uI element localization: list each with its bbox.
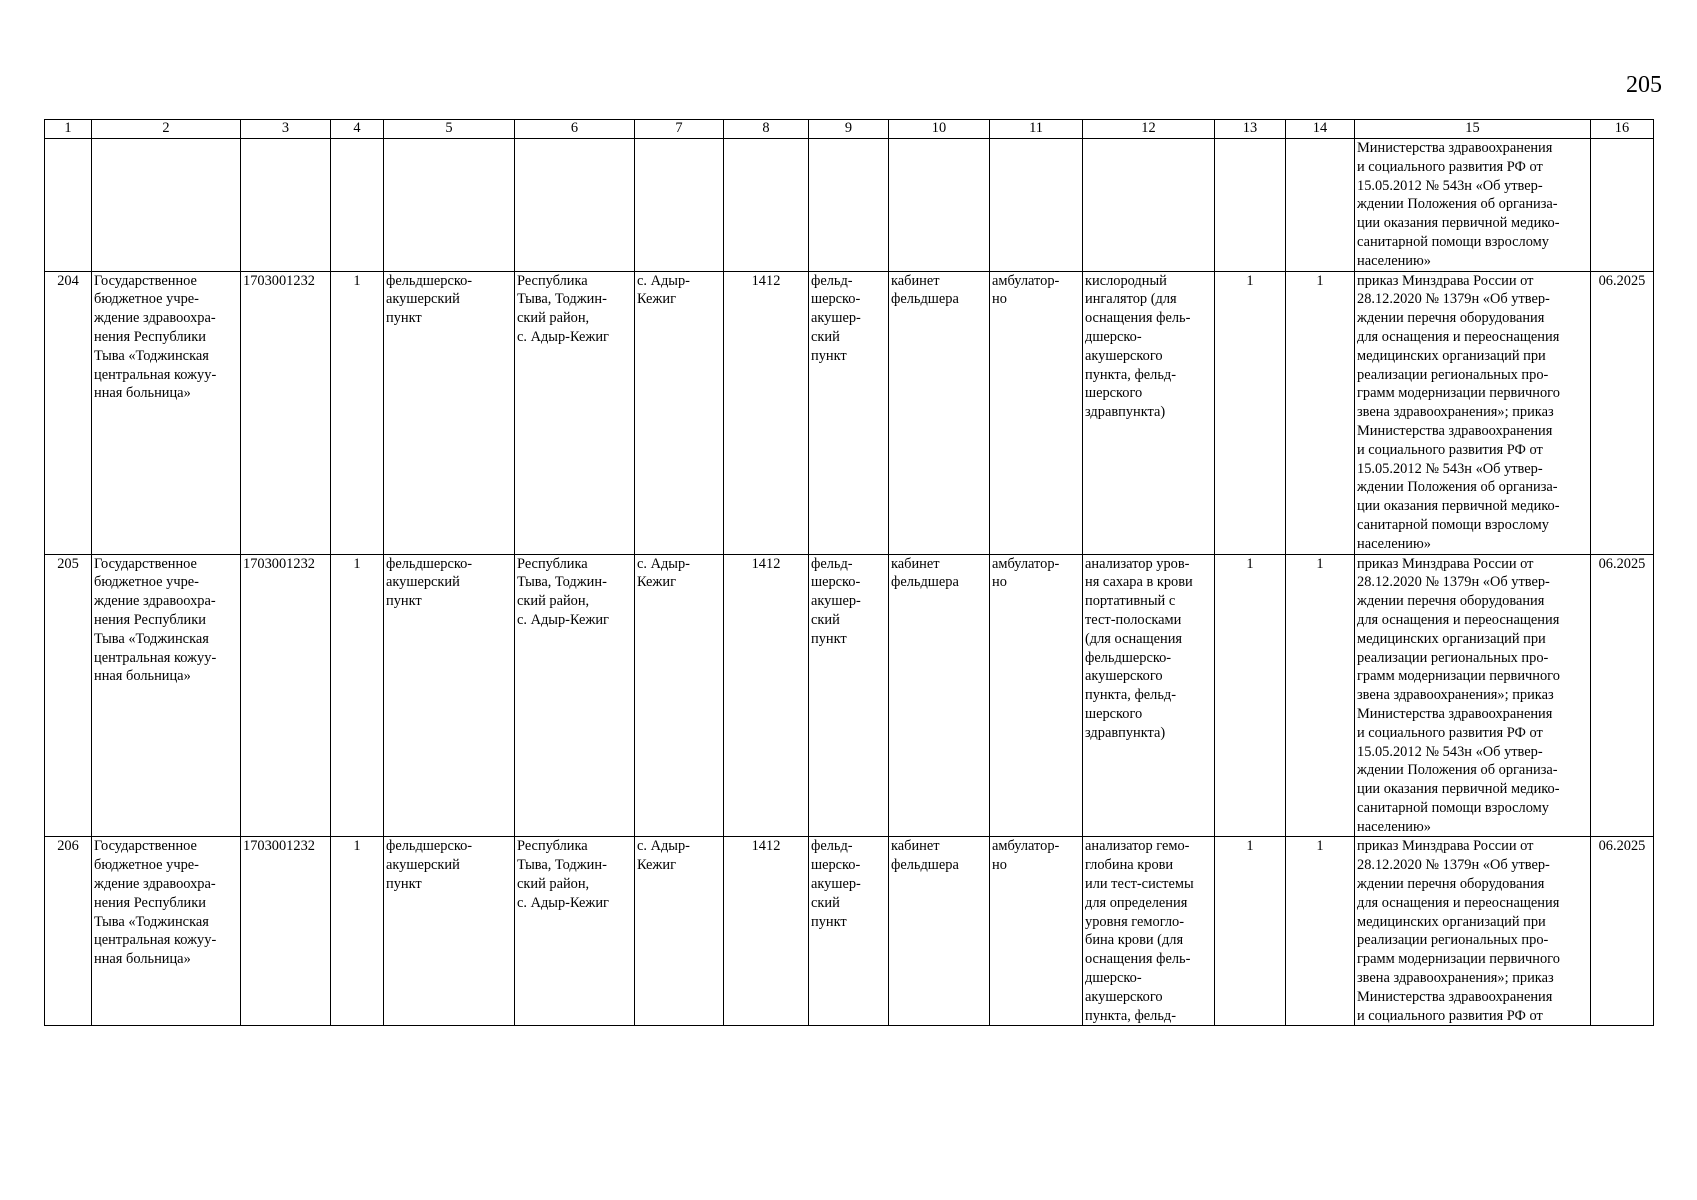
- unit-cell: фельд- шерско- акушер- ский пункт: [809, 554, 889, 837]
- table-row: [45, 271, 1654, 554]
- table-row: [45, 837, 1654, 1026]
- col-header-16: 16: [1591, 120, 1654, 139]
- row-number: 206: [45, 837, 92, 1026]
- code2-cell: 1412: [724, 271, 809, 554]
- col-header-9: 9: [809, 120, 889, 139]
- care-type-cell: амбулатор- но: [990, 554, 1083, 837]
- equipment-cell: анализатор гемо- глобина крови или тест-системы для определения уровня гемогло- бина крови (для оснащения фель- дшерско- акушерского пункта, фельд-: [1083, 837, 1215, 1026]
- address-cell: Республика Тыва, Тоджин- ский район, с. Адыр-Кежиг: [515, 554, 635, 837]
- unit-type-cell: фельдшерско- акушерский пункт: [384, 271, 515, 554]
- col-header-6: 6: [515, 120, 635, 139]
- code-cell: 1703001232: [241, 837, 331, 1026]
- continuation-row: [45, 139, 1654, 272]
- equipment-cell: кислородный ингалятор (для оснащения фель- дшерско- акушерского пункта, фельд- шерского здравпункта): [1083, 271, 1215, 554]
- code-cell: 1703001232: [241, 554, 331, 837]
- settlement-cell: с. Адыр- Кежиг: [635, 554, 724, 837]
- address-cell: Республика Тыва, Тоджин- ский район, с. Адыр-Кежиг: [515, 837, 635, 1026]
- regulation-cell: Министерства здравоохранения и социального развития РФ от 15.05.2012 № 543н «Об утвер- ждении Положения об организа- ции оказания первичной медико- санитарной помощи взрослому населению»: [1355, 139, 1591, 272]
- unit-cell: фельд- шерско- акушер- ский пункт: [809, 271, 889, 554]
- col-header-12: 12: [1083, 120, 1215, 139]
- unit-cell: фельд- шерско- акушер- ский пункт: [809, 837, 889, 1026]
- col-header-10: 10: [889, 120, 990, 139]
- institution-cell: Государственное бюджетное учре- ждение здравоохра- нения Республики Тыва «Тоджинская центральная кожуу- нная больница»: [92, 554, 241, 837]
- col-header-14: 14: [1286, 120, 1355, 139]
- qty-cell: 1: [331, 554, 384, 837]
- room-cell: кабинет фельдшера: [889, 271, 990, 554]
- institution-cell: Государственное бюджетное учре- ждение здравоохра- нения Республики Тыва «Тоджинская центральная кожуу- нная больница»: [92, 837, 241, 1026]
- col14-cell: 1: [1286, 837, 1355, 1026]
- col-header-11: 11: [990, 120, 1083, 139]
- col-header-13: 13: [1215, 120, 1286, 139]
- col-header-4: 4: [331, 120, 384, 139]
- col13-cell: 1: [1215, 554, 1286, 837]
- col-header-2: 2: [92, 120, 241, 139]
- institution-cell: Государственное бюджетное учре- ждение здравоохра- нения Республики Тыва «Тоджинская центральная кожуу- нная больница»: [92, 271, 241, 554]
- table-row: [45, 554, 1654, 837]
- col-header-3: 3: [241, 120, 331, 139]
- care-type-cell: амбулатор- но: [990, 837, 1083, 1026]
- care-type-cell: амбулатор- но: [990, 271, 1083, 554]
- col14-cell: 1: [1286, 554, 1355, 837]
- col-header-15: 15: [1355, 120, 1591, 139]
- header-row: [45, 120, 1654, 139]
- code2-cell: 1412: [724, 554, 809, 837]
- room-cell: кабинет фельдшера: [889, 837, 990, 1026]
- row-number: 205: [45, 554, 92, 837]
- col13-cell: 1: [1215, 271, 1286, 554]
- room-cell: кабинет фельдшера: [889, 554, 990, 837]
- code2-cell: 1412: [724, 837, 809, 1026]
- equipment-cell: анализатор уров- ня сахара в крови портативный с тест-полосками (для оснащения фельдшерско- акушерского пункта, фельд- шерского здравпункта): [1083, 554, 1215, 837]
- date-cell: 06.2025: [1591, 554, 1654, 837]
- unit-type-cell: фельдшерско- акушерский пункт: [384, 554, 515, 837]
- page-number: 205: [1626, 72, 1662, 98]
- row-number: 204: [45, 271, 92, 554]
- col-header-5: 5: [384, 120, 515, 139]
- unit-type-cell: фельдшерско- акушерский пункт: [384, 837, 515, 1026]
- regulation-cell: приказ Минздрава России от 28.12.2020 № 1379н «Об утвер- ждении перечня оборудования для оснащения и переоснащения медицинских организаций при реализации региональных про- грамм модернизации первичного звена здравоохранения»; приказ Министерства здравоохранения и социального развития РФ от 15.05.2012 № 543н «Об утвер- ждении Положения об организа- ции оказания первичной медико- санитарной помощи взрослому населению»: [1355, 271, 1591, 554]
- col-header-7: 7: [635, 120, 724, 139]
- address-cell: Республика Тыва, Тоджин- ский район, с. Адыр-Кежиг: [515, 271, 635, 554]
- equipment-table: [44, 119, 1654, 1026]
- settlement-cell: с. Адыр- Кежиг: [635, 837, 724, 1026]
- code-cell: 1703001232: [241, 271, 331, 554]
- date-cell: 06.2025: [1591, 837, 1654, 1026]
- date-cell: 06.2025: [1591, 271, 1654, 554]
- regulation-cell: приказ Минздрава России от 28.12.2020 № 1379н «Об утвер- ждении перечня оборудования для оснащения и переоснащения медицинских организаций при реализации региональных про- грамм модернизации первичного звена здравоохранения»; приказ Министерства здравоохранения и социального развития РФ от 15.05.2012 № 543н «Об утвер- ждении Положения об организа- ции оказания первичной медико- санитарной помощи взрослому населению»: [1355, 554, 1591, 837]
- col-header-1: 1: [45, 120, 92, 139]
- qty-cell: 1: [331, 837, 384, 1026]
- col-header-8: 8: [724, 120, 809, 139]
- qty-cell: 1: [331, 271, 384, 554]
- col14-cell: 1: [1286, 271, 1355, 554]
- col13-cell: 1: [1215, 837, 1286, 1026]
- regulation-cell: приказ Минздрава России от 28.12.2020 № 1379н «Об утвер- ждении перечня оборудования для оснащения и переоснащения медицинских организаций при реализации региональных про- грамм модернизации первичного звена здравоохранения»; приказ Министерства здравоохранения и социального развития РФ от: [1355, 837, 1591, 1026]
- settlement-cell: с. Адыр- Кежиг: [635, 271, 724, 554]
